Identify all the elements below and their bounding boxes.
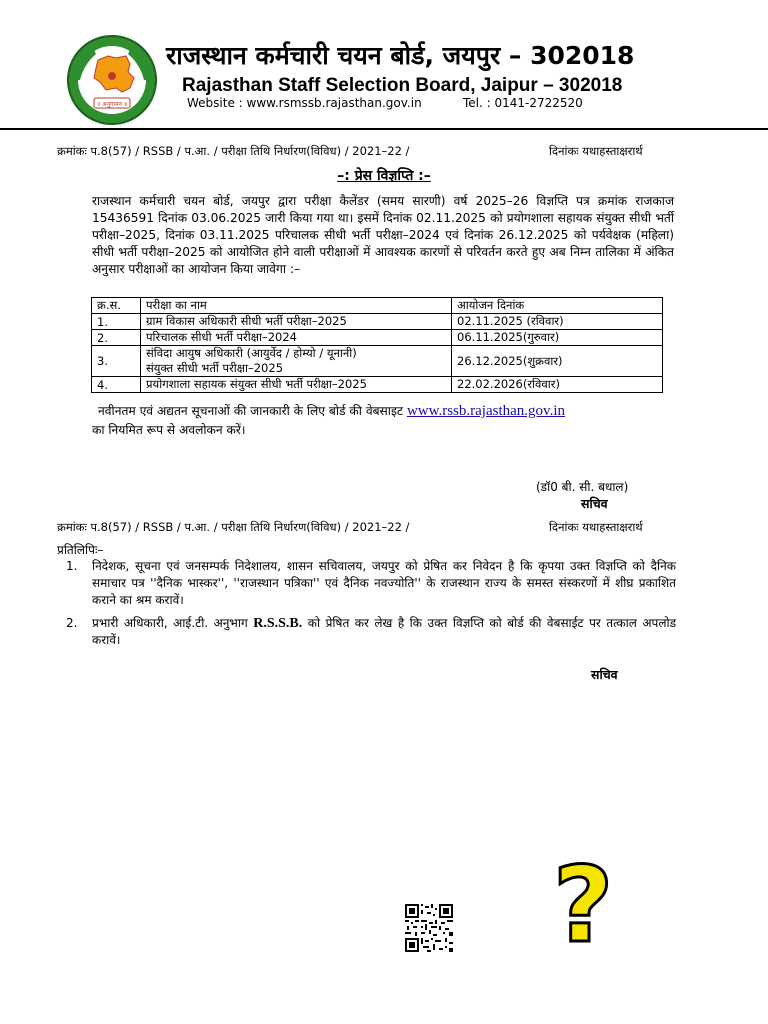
copy-signatory-designation: सचिव: [591, 667, 618, 682]
rssb-abbreviation: R.S.S.B.: [253, 616, 303, 631]
notice-website-link[interactable]: www.rssb.rajasthan.gov.in: [406, 403, 565, 419]
copy-to-list: [66, 558, 676, 655]
signatory-name: (डॉ0 बी. सी. बधाल): [536, 480, 629, 494]
row-exam-name: ग्राम विकास अधिकारी सीधी भर्ती परीक्षा–2025: [141, 314, 452, 330]
reference-number: क्रमांकः प.8(57) / RSSB / प.आ. / परीक्षा तिथि निर्धारण(विविध) / 2021–22 /: [57, 144, 410, 158]
logo-motto: ॥ अनुगामन ॥: [96, 101, 128, 108]
list-item: [66, 615, 676, 649]
contact-line: [187, 96, 583, 110]
row-exam-date: 06.11.2025(गुरुवार): [452, 330, 663, 346]
rssb-logo: [66, 34, 158, 126]
table-row: [92, 330, 663, 346]
list-item-number: 2.: [66, 616, 78, 630]
row-serial: 1.: [92, 314, 141, 330]
board-title-hindi: राजस्थान कर्मचारी चयन बोर्ड, जयपुर – 302018: [166, 41, 635, 70]
row-exam-name-line2: संयुक्त सीधी भर्ती परीक्षा–2025: [146, 361, 284, 375]
press-release-title: –: प्रेस विज्ञप्ति :–: [337, 168, 431, 184]
question-mark-graphic: ?: [553, 844, 614, 966]
list-item-number: 1.: [66, 559, 78, 573]
website-text[interactable]: Website : www.rsmssb.rajasthan.gov.in: [187, 96, 422, 110]
intro-paragraph: राजस्थान कर्मचारी चयन बोर्ड, जयपुर द्वारा परीक्षा कैलेंडर (समय सारणी) वर्ष 2025–26 विज्ञप्ति पत्र क्रमांक राजकाज 15436591 दिनांक 03.06.2025 जारी किया गया था। इसमें दिनांक 02.11.2025 को प्रयोगशाला सहायक संयुक्त सीधी भर्ती परीक्षा–2025, दिनांक 03.11.2025 परिचालक सीधी भर्ती परीक्षा–2024 एवं दिनांक 26.12.2025 को पर्यवेक्षक (महिला) सीधी भर्ती परीक्षा–2025 को आयोजित होने वाली परीक्षाओं में आवश्यक कारणों से परिवर्तन करते हुए अब निम्न तालिका में अंकित अनुसार परीक्षाओं का आयोजन किया जावेगा :–: [92, 194, 674, 276]
row-exam-name-line1: संविदा आयुष अधिकारी (आयुर्वेद / होम्यो / यूनानी): [146, 346, 357, 360]
row-serial: 2.: [92, 330, 141, 346]
list-item-text-after: को प्रेषित कर लेख है कि उक्त विज्ञप्ति को बोर्ड की वेबसाईट पर तत्काल अपलोड करावें।: [92, 616, 676, 647]
row-exam-name: प्रयोगशाला सहायक संयुक्त सीधी भर्ती परीक्षा–2025: [141, 377, 452, 393]
notice-text-before: नवीनतम एवं अद्यतन सूचनाओं की जानकारी के लिए बोर्ड की वेबसाइट: [98, 404, 404, 418]
telephone-text: Tel. : 0141-2722520: [463, 96, 583, 110]
qr-code: [405, 904, 453, 952]
table-row: [92, 377, 663, 393]
exam-schedule-table: [91, 297, 663, 393]
reference-date: दिनांकः यथाहस्ताक्षरार्थ: [549, 144, 643, 158]
board-title-english: Rajasthan Staff Selection Board, Jaipur – 302018: [182, 75, 623, 96]
copy-to-label: प्रतिलिपिः–: [57, 543, 104, 557]
list-item: [66, 558, 676, 609]
header-exam-name: परीक्षा का नाम: [141, 298, 452, 314]
row-serial: 4.: [92, 377, 141, 393]
header-divider: [0, 128, 768, 130]
reference-date-copy: दिनांकः यथाहस्ताक्षरार्थ: [549, 520, 643, 534]
list-item-text: निदेशक, सूचना एवं जनसम्पर्क निदेशालय, शासन सचिवालय, जयपुर को प्रेषित कर निवेदन है कि कृपया उक्त विज्ञप्ति को दैनिक समाचार पत्र ''दैनिक भास्कर'', ''राजस्थान पत्रिका'' एवं दैनिक नवज्योति'' के राजस्थान राज्य के समस्त संस्करणों में शीघ्र प्रकाशित कराने का श्रम करावें।: [92, 559, 676, 607]
table-header-row: [92, 298, 663, 314]
row-exam-date: 26.12.2025(शुक्रवार): [452, 346, 663, 377]
website-notice: [92, 402, 676, 440]
table-row: [92, 314, 663, 330]
row-exam-date: 22.02.2026(रविवार): [452, 377, 663, 393]
row-serial: 3.: [92, 346, 141, 377]
header-serial: क्र.स.: [92, 298, 141, 314]
list-item-text-before: प्रभारी अधिकारी, आई.टी. अनुभाग: [92, 616, 248, 630]
row-exam-name: परिचालक सीधी भर्ती परीक्षा–2024: [141, 330, 452, 346]
reference-number-copy: क्रमांकः प.8(57) / RSSB / प.आ. / परीक्षा तिथि निर्धारण(विविध) / 2021–22 /: [57, 520, 410, 534]
signatory-designation: सचिव: [581, 496, 608, 511]
header-exam-date: आयोजन दिनांक: [452, 298, 663, 314]
table-row: [92, 346, 663, 377]
row-exam-date: 02.11.2025 (रविवार): [452, 314, 663, 330]
row-exam-name: [141, 346, 452, 377]
notice-text-after: का नियमित रूप से अवलोकन करें।: [92, 423, 246, 437]
